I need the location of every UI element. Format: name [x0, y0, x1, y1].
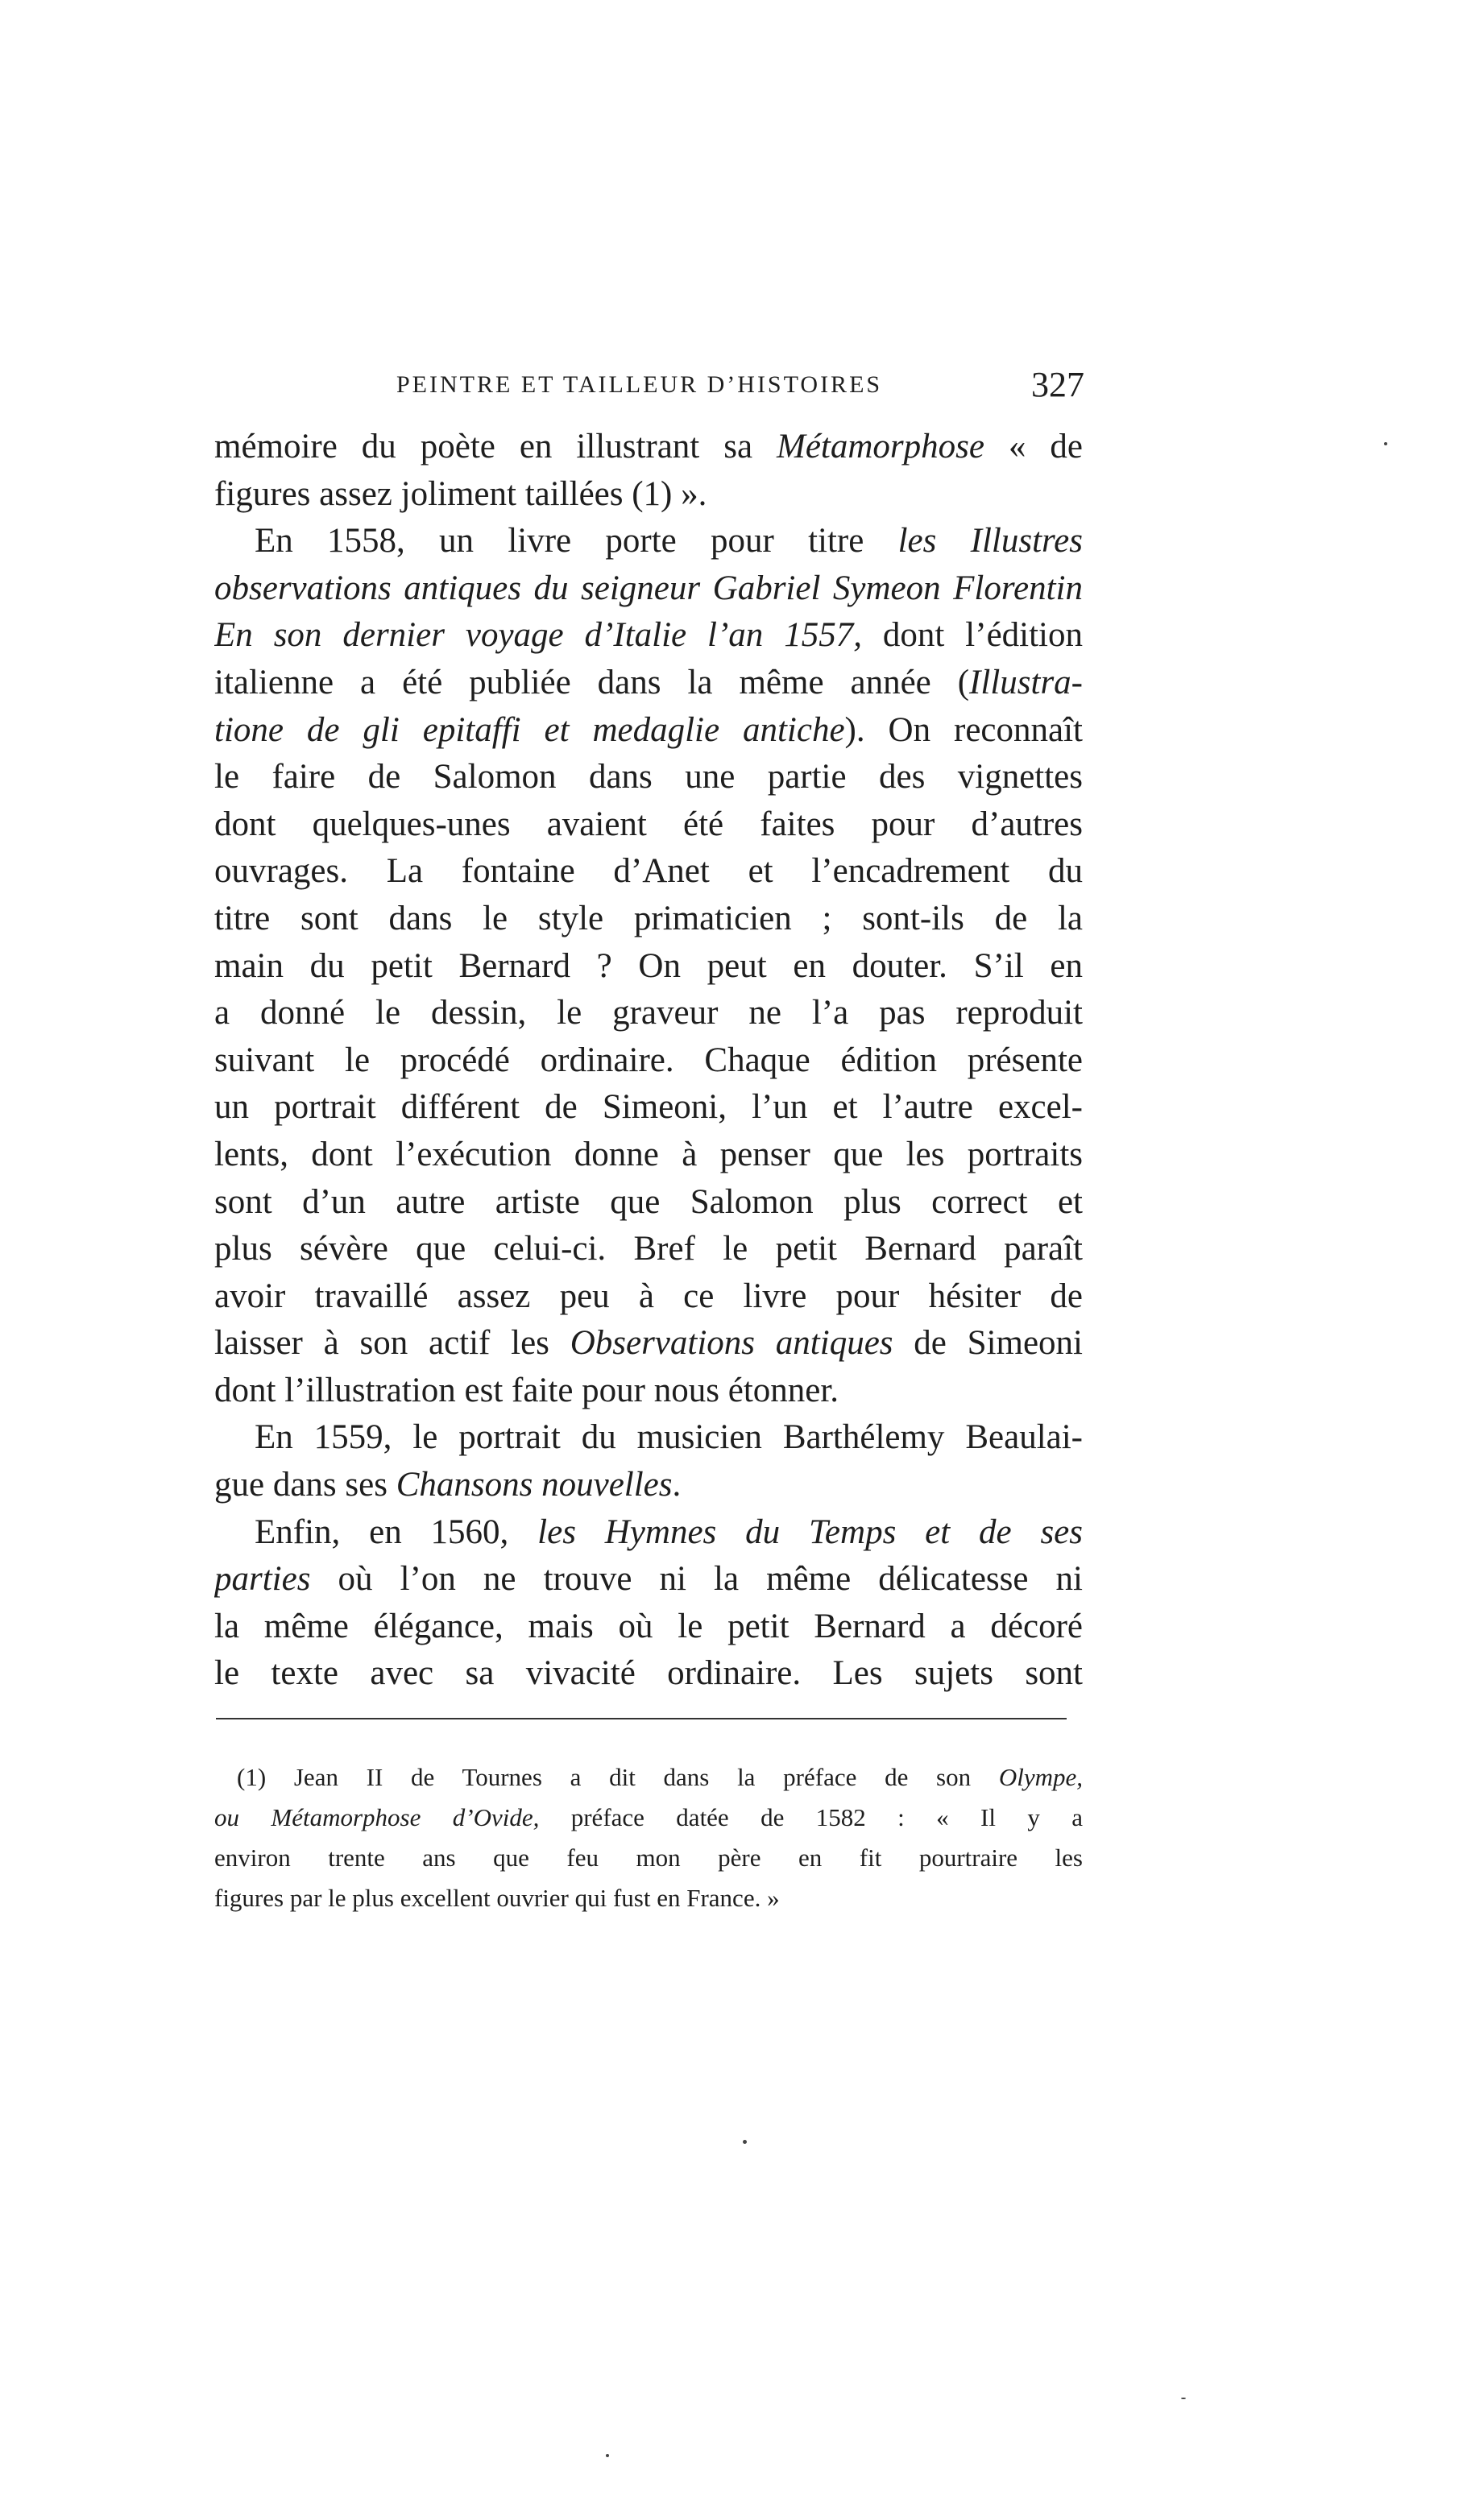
italic-title: tione de gli epitaffi et medaglie antiche: [214, 710, 845, 749]
text-run: lents, dont l’exécution donne à penser que les portraits: [214, 1135, 1083, 1173]
body-text: [214, 424, 1083, 1698]
footnote: [214, 1757, 1083, 1918]
italic-title: Olympe,: [998, 1763, 1083, 1791]
text-run: le texte avec sa vivacité ordinaire. Les sujets sont: [214, 1654, 1083, 1693]
text-run: dont l’illustration est faite pour nous étonner.: [214, 1371, 839, 1409]
italic-title: les Illustres: [897, 522, 1083, 561]
text-run: mémoire du poète en illustrant sa: [214, 428, 777, 466]
text-run: plus sévère que celui-ci. Bref le petit Bernard paraît: [214, 1230, 1083, 1268]
text-line: [214, 1462, 1083, 1509]
footnote-separator-rule: [216, 1718, 1067, 1719]
text-line: [214, 1320, 1083, 1368]
paragraph-start: [214, 1509, 1083, 1557]
italic-title: Chansons nouvelles: [396, 1466, 673, 1504]
text-line: [214, 1179, 1083, 1227]
text-run: ). On reconnaît: [844, 710, 1083, 749]
text-run: suivant le procédé ordinaire. Chaque édition présente: [214, 1041, 1083, 1079]
italic-title: Métamorphose: [777, 428, 984, 466]
paper-speck: [606, 2454, 609, 2457]
text-run: laisser à son actif les: [214, 1324, 570, 1363]
text-run: sont d’un autre artiste que Salomon plus correct et: [214, 1182, 1083, 1221]
text-line: [214, 471, 1083, 519]
running-title: PEINTRE ET TAILLEUR D’HISTOIRES: [396, 371, 883, 398]
text-run: avoir travaillé assez peu à ce livre pour hésiter de: [214, 1277, 1083, 1315]
text-line: [214, 424, 1083, 471]
text-line: [214, 1132, 1083, 1179]
footnote-line: [214, 1757, 1083, 1798]
italic-title: les Hymnes du Temps et de ses: [537, 1512, 1083, 1551]
text-line: [214, 1368, 1083, 1415]
text-run: figures assez joliment taillées (1) ».: [214, 474, 707, 513]
italic-title: Illustra-: [969, 663, 1083, 701]
text-run: italienne a été publiée dans la même année (: [214, 663, 970, 701]
text-line: [214, 943, 1083, 991]
text-run: le faire de Salomon dans une partie des vignettes: [214, 758, 1083, 797]
text-line: [214, 1226, 1083, 1273]
paragraph-start: [214, 1414, 1083, 1462]
text-line: [214, 1650, 1083, 1698]
text-run: un portrait différent de Simeoni, l’un et l’autre excel-: [214, 1088, 1083, 1127]
text-line: [214, 707, 1083, 755]
text-line: [214, 660, 1083, 707]
footnote-line: [214, 1838, 1083, 1878]
text-line: [214, 1037, 1083, 1085]
text-run: titre sont dans le style primaticien ; sont-ils de la: [214, 899, 1083, 937]
text-run: .: [672, 1466, 682, 1504]
text-run: « de: [984, 428, 1083, 466]
text-run: préface datée de 1582 : « Il y a: [539, 1803, 1083, 1831]
italic-title: ou Métamorphose d’Ovide,: [214, 1803, 540, 1831]
text-line: [214, 754, 1083, 801]
text-line: [214, 1273, 1083, 1321]
text-run: ouvrages. La fontaine d’Anet et l’encadrement du: [214, 852, 1083, 891]
text-line: [214, 565, 1083, 613]
footnote-line: [214, 1798, 1083, 1838]
page-number: 327: [1031, 365, 1084, 404]
text-line: [214, 990, 1083, 1037]
italic-title: parties: [214, 1560, 311, 1599]
text-run: (1) Jean II de Tournes a dit dans la préface de son: [237, 1763, 999, 1791]
paper-speck: [1384, 442, 1387, 445]
text-run: Enfin, en 1560,: [255, 1512, 538, 1551]
text-line: [214, 896, 1083, 943]
text-run: a donné le dessin, le graveur ne l’a pas reproduit: [214, 994, 1083, 1032]
text-run: dont quelques-unes avaient été faites pour d’autres: [214, 805, 1083, 843]
text-run: figures par le plus excellent ouvrier qui fust en France. »: [214, 1884, 780, 1912]
paper-speck: [743, 2140, 747, 2144]
text-run: dont l’édition: [862, 616, 1083, 655]
text-line: [214, 801, 1083, 849]
text-line: [214, 1603, 1083, 1651]
text-line: [214, 848, 1083, 896]
text-line: [214, 1556, 1083, 1603]
text-run: gue dans ses: [214, 1466, 396, 1504]
text-run: main du petit Bernard ? On peut en douter. S’il en: [214, 946, 1083, 985]
text-run: où l’on ne trouve ni la même délicatesse ni: [310, 1560, 1083, 1599]
text-run: En 1559, le portrait du musicien Barthélemy Beaulai-: [255, 1418, 1083, 1457]
footnote-line: [214, 1878, 1083, 1918]
text-run: de Simeoni: [893, 1324, 1083, 1363]
text-run: environ trente ans que feu mon père en fit pourtraire les: [214, 1843, 1083, 1872]
text-line: [214, 1084, 1083, 1132]
italic-title: En son dernier voyage d’Italie l’an 1557,: [214, 616, 862, 655]
text-run: la même élégance, mais où le petit Bernard a décoré: [214, 1607, 1083, 1645]
running-head: [211, 361, 1084, 409]
text-line: [214, 612, 1083, 660]
paper-speck: [1181, 2398, 1186, 2399]
paragraph-start: [214, 518, 1083, 565]
text-run: En 1558, un livre porte pour titre: [255, 522, 898, 561]
italic-title: observations antiques du seigneur Gabriel Symeon Florentin: [214, 569, 1083, 607]
italic-title: Observations antiques: [570, 1324, 893, 1363]
